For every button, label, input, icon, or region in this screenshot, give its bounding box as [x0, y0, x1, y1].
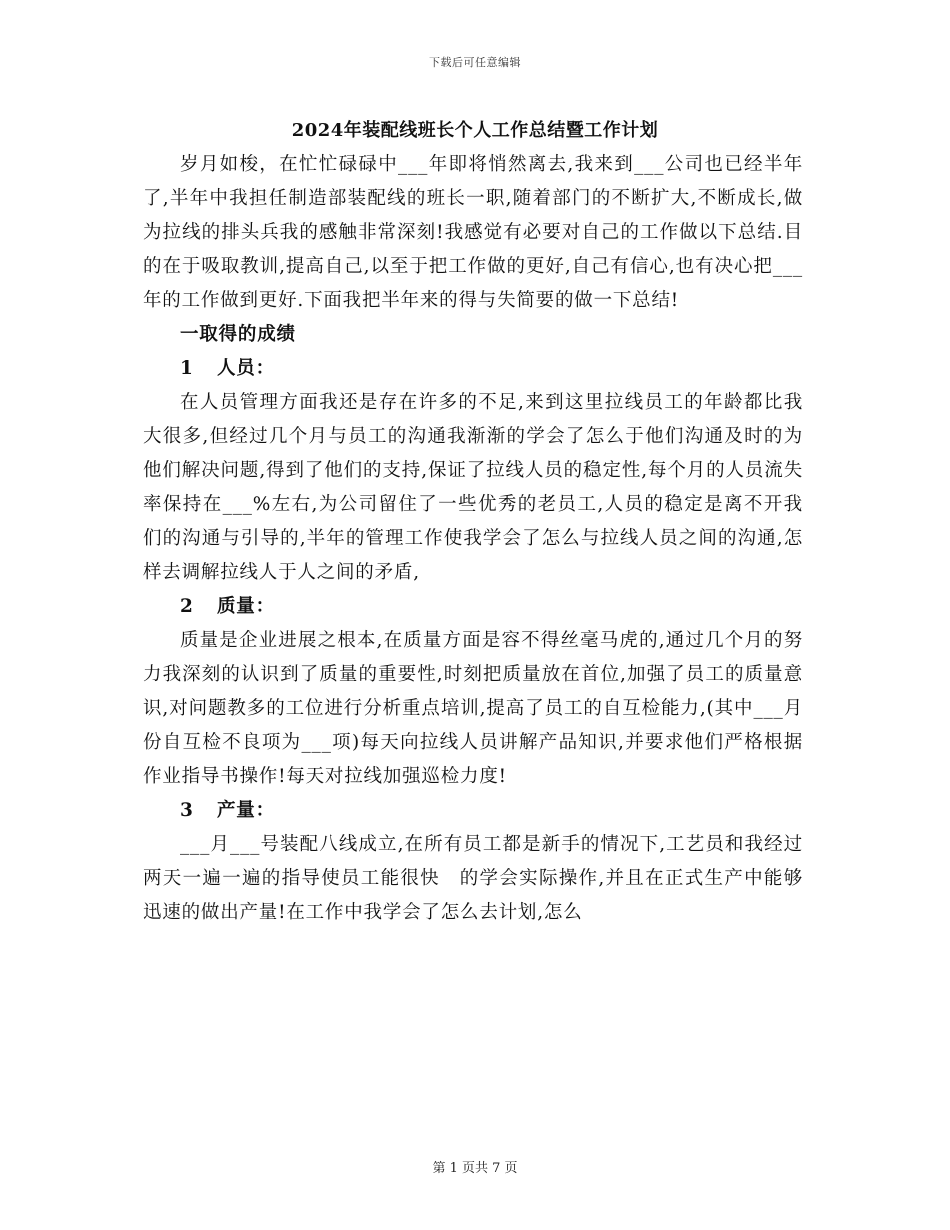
item-label: 人员： [217, 358, 275, 379]
document-body [143, 148, 803, 930]
item-number: 3 [180, 800, 194, 821]
section-heading-achievements: 一取得的成绩 [180, 324, 296, 345]
item-heading-quality [143, 590, 803, 624]
page-footer: 第 1 页共 7 页 [432, 1161, 518, 1176]
item-heading-personnel [143, 352, 803, 386]
item-heading-output [143, 794, 803, 828]
personnel-paragraph: 在人员管理方面我还是存在许多的不足,来到这里拉线员工的年龄都比我大很多,但经过几个月与员工的沟通我渐渐的学会了怎么于他们沟通及时的为他们解决问题,得到了他们的支持,保证了拉线人员的稳定性,每个月的人员流失率保持在___%左右,为公司留住了一些优秀的老员工,人员的稳定是离不开我们的沟通与引导的,半年的管理工作使我学会了怎么与拉线人员之间的沟通,怎样去调解拉线人于人之间的矛盾, [143, 392, 803, 583]
quality-paragraph: 质量是企业进展之根本,在质量方面是容不得丝毫马虎的,通过几个月的努力我深刻的认识到了质量的重要性,时刻把质量放在首位,加强了员工的质量意识,对问题教多的工位进行分析重点培训,提高了员工的自互检能力,(其中___月份自互检不良项为___项)每天向拉线人员讲解产品知识,并要求他们严格根据作业指导书操作!每天对拉线加强巡检力度! [143, 630, 803, 787]
item-number: 2 [180, 596, 194, 617]
item-number: 1 [180, 358, 194, 379]
intro-paragraph: 岁月如梭，在忙忙碌碌中___年即将悄然离去,我来到___公司也已经半年了,半年中我担任制造部装配线的班长一职,随着部门的不断扩大,不断成长,做为拉线的排头兵我的感触非常深刻!我感觉有必要对自己的工作做以下总结.目的在于吸取教训,提高自己,以至于把工作做的更好,自己有信心,也有决心把___年的工作做到更好.下面我把半年来的得与失简要的做一下总结! [143, 154, 803, 311]
document-title: 2024年装配线班长个人工作总结暨工作计划 [291, 120, 659, 141]
item-label: 质量： [217, 596, 275, 617]
item-label: 产量： [217, 800, 275, 821]
output-paragraph: ___月___号装配八线成立,在所有员工都是新手的情况下,工艺员和我经过两天一遍一遍的指导使员工能很快 的学会实际操作,并且在正式生产中能够迅速的做出产量!在工作中我学会了怎么去计划,怎么 [143, 834, 803, 923]
header-note: 下载后可任意编辑 [429, 56, 521, 69]
